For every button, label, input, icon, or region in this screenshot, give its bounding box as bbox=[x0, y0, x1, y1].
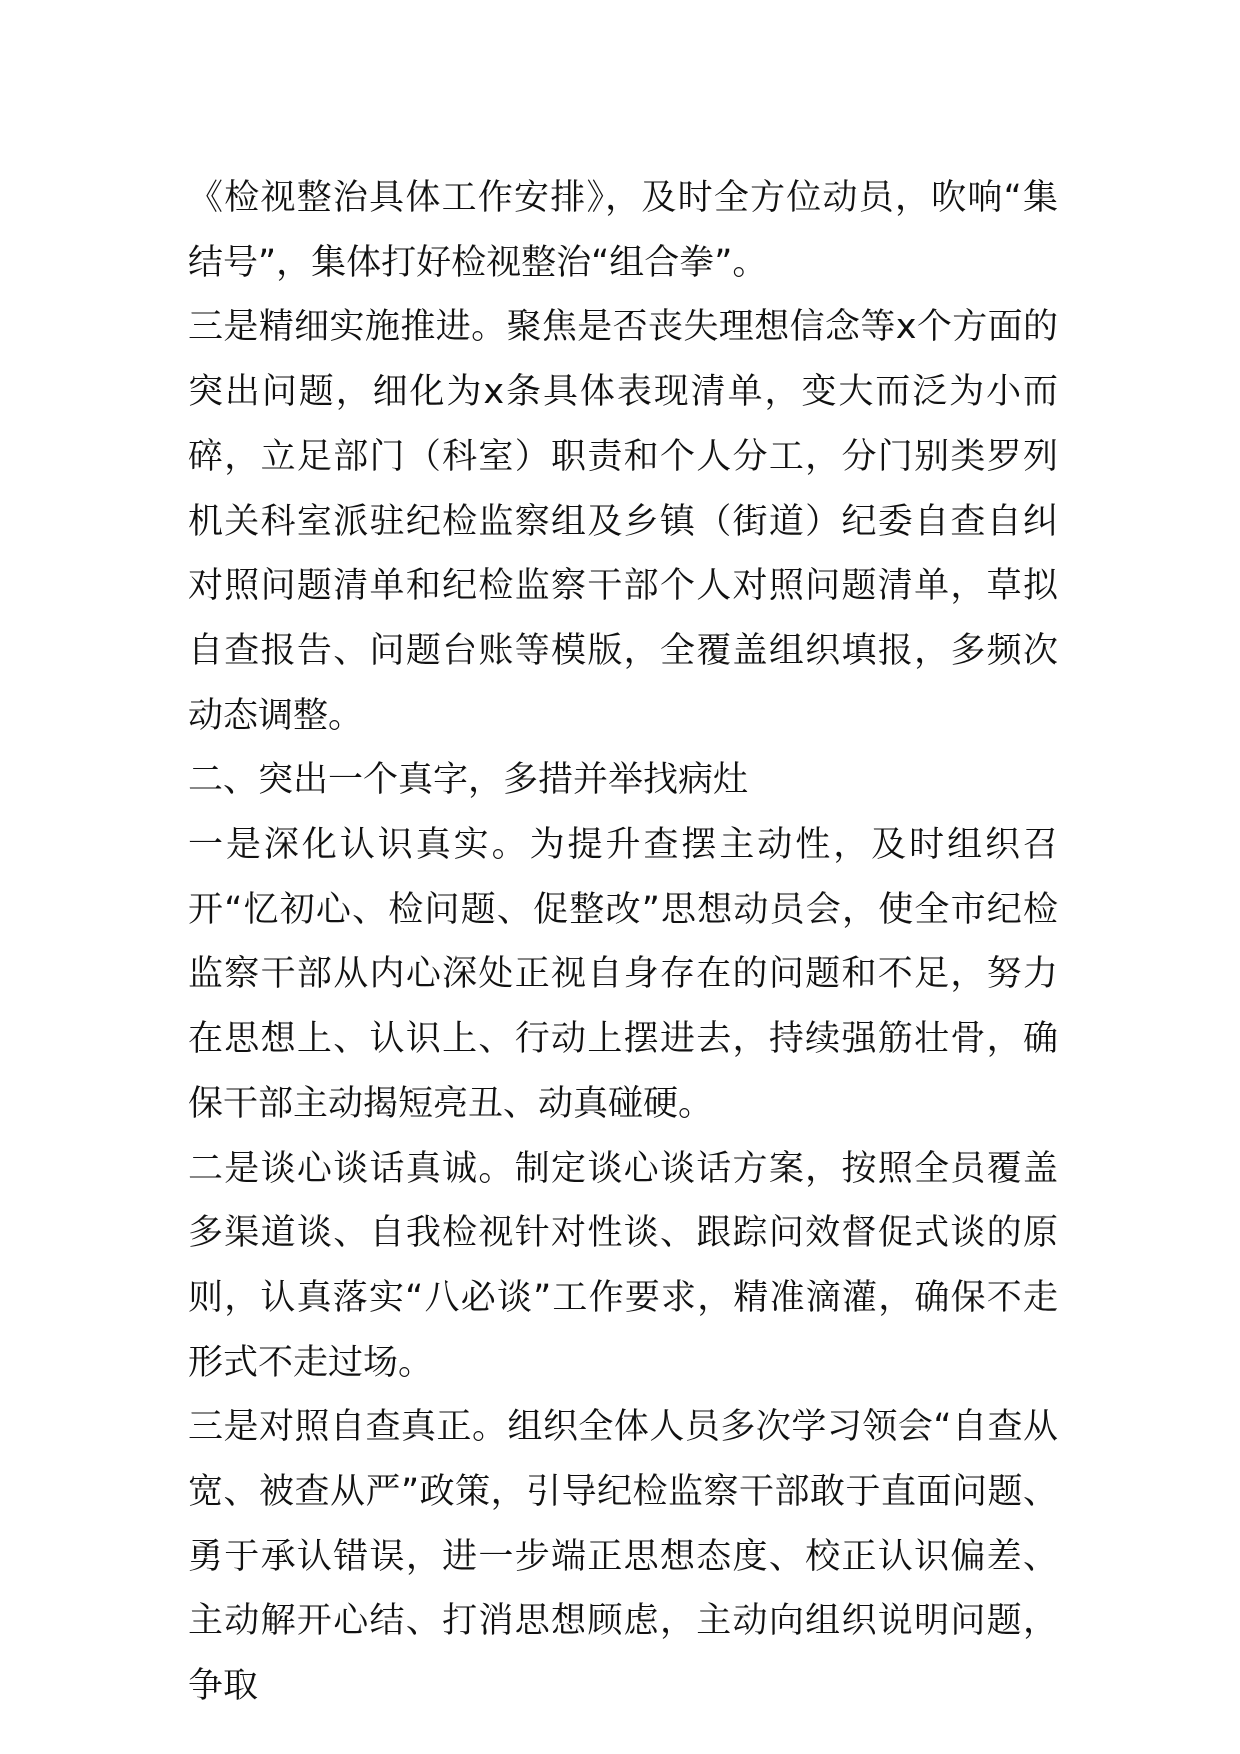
paragraph-work-arrangement: 《检视整治具体工作安排》，及时全方位动员，吹响“集结号”，集体打好检视整治“组合拳”。 bbox=[188, 178, 1058, 283]
paragraph-heart-to-heart-talks: 二是谈心谈话真诚。制定谈心谈话方案，按照全员覆盖多渠道谈、自我检视针对性谈、跟踪问效督促式谈的原则，认真落实“八必谈”工作要求，精准滴灌，确保不走形式不走过场。 bbox=[188, 1148, 1058, 1383]
body-text bbox=[188, 166, 1058, 1719]
paragraph-deepen-understanding: 一是深化认识真实。为提升查摆主动性，及时组织召开“忆初心、检问题、促整改”思想动员会，使全市纪检监察干部从内心深处正视自身存在的问题和不足，努力在思想上、认识上、行动上摆进去，持续强筋壮骨，确保干部主动揭短亮丑、动真碰硬。 bbox=[188, 825, 1058, 1124]
paragraph-self-inspection: 三是对照自查真正。组织全体人员多次学习领会“自查从宽、被查从严”政策，引导纪检监察干部敢于直面问题、勇于承认错误，进一步端正思想态度、校正认识偏差、主动解开心结、打消思想顾虑，主动向组织说明问题，争取 bbox=[188, 1407, 1058, 1707]
section-heading-2: 二、突出一个真字，多措并举找病灶 bbox=[188, 760, 749, 801]
paragraph-fine-implementation: 三是精细实施推进。聚焦是否丧失理想信念等x个方面的突出问题，细化为x条具体表现清单，变大而泛为小而碎，立足部门（科室）职责和个人分工，分门别类罗列机关科室派驻纪检监察组及乡镇（街道）纪委自查自纠对照问题清单和纪检监察干部个人对照问题清单，草拟自查报告、问题台账等模版，全覆盖组织填报，多频次动态调整。 bbox=[188, 307, 1058, 736]
